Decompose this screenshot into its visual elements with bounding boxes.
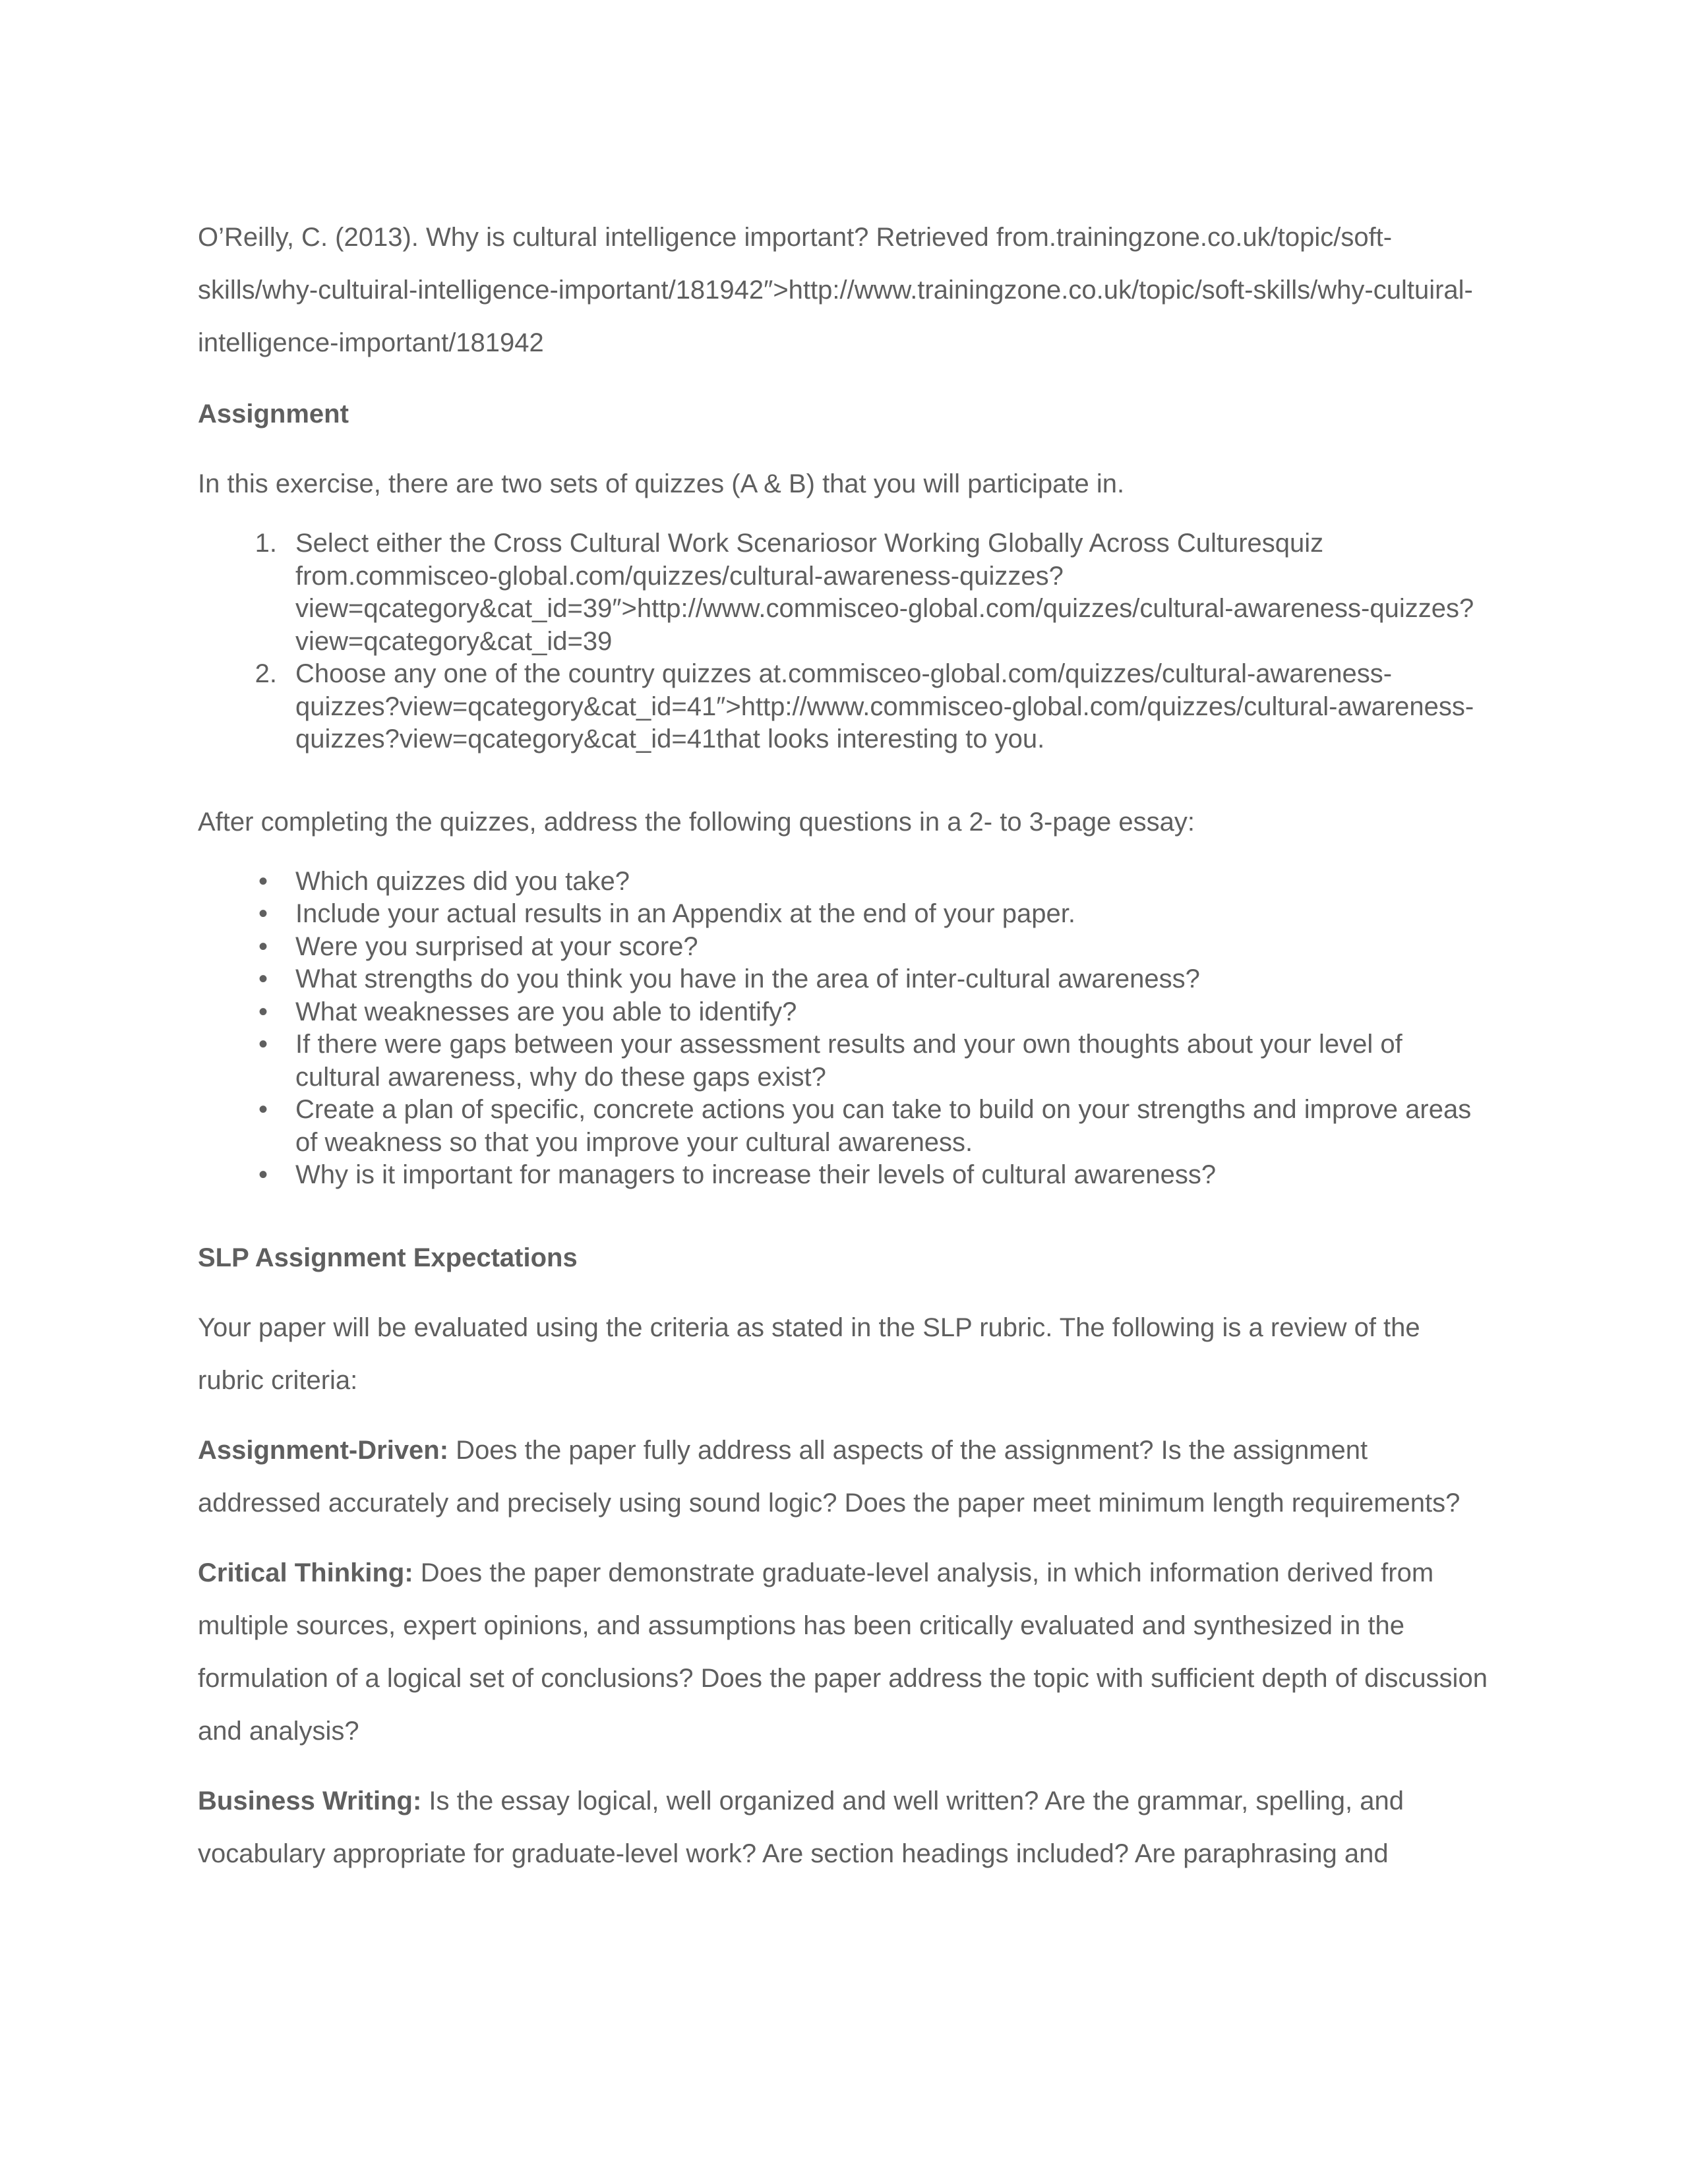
quiz-steps-list [198,527,1490,756]
criterion-text: Does the paper fully address all aspects of the assignment? Is the assignment addressed accurately and precisely using sound logic? Does the paper meet minimum length requirements? [198,1435,1461,1518]
criterion-critical-thinking [198,1547,1490,1757]
bullet-icon: • [258,866,268,896]
list-item [198,527,1490,658]
list-item [198,1028,1490,1094]
question-text: Create a plan of specific, concrete actions you can take to build on your strengths and improve areas of weakness so that you improve your cultural awareness. [295,1095,1472,1157]
bullet-icon: • [258,1030,268,1059]
bullet-icon: • [258,964,268,993]
criterion-label: Business Writing: [198,1786,422,1815]
step-text: Choose any one of the country quizzes at.commisceo-global.com/quizzes/cultural-awareness-quizzes?view=qcategory&cat_id=41″>http://www.commisceo-global.com/quizzes/cultural-awareness-quizzes?view=qcategory&cat_id=41that looks interesting to you. [295,659,1474,753]
criterion-assignment-driven [198,1424,1490,1529]
question-text: Why is it important for managers to increase their levels of cultural awareness? [295,1160,1217,1189]
bullet-icon: • [258,931,268,961]
essay-questions-list [198,866,1490,1192]
bullet-icon: • [258,997,268,1026]
expectations-intro: Your paper will be evaluated using the criteria as stated in the SLP rubric. The following is a review of the rubric criteria: [198,1313,1420,1395]
criterion-text: Does the paper demonstrate graduate-level analysis, in which information derived from multiple sources, expert opinions, and assumptions has been critically evaluated and synthesized in the formulation of a logical set of conclusions? Does the paper address the topic with sufficient depth of discussion and analysis? [198,1558,1488,1746]
after-quizzes-text: After completing the quizzes, address the following questions in a 2- to 3-page essay: [198,807,1195,837]
assignment-intro: In this exercise, there are two sets of quizzes (A & B) that you will participate in. [198,469,1125,498]
list-item [198,931,1490,964]
question-text: What strengths do you think you have in the area of inter-cultural awareness? [295,964,1200,993]
list-item [198,866,1490,899]
list-item [198,658,1490,756]
step-text: Select either the Cross Cultural Work Scenariosor Working Globally Across Culturesquiz from.commisceo-global.com/quizzes/cultural-awareness-quizzes?view=qcategory&cat_id=39″>http://www.commisceo-global.com/quizzes/cultural-awareness-quizzes?view=qcategory&cat_id=39 [295,529,1474,656]
criterion-business-writing [198,1775,1490,1880]
question-text: Were you surprised at your score? [295,931,698,961]
question-text: If there were gaps between your assessment results and your own thoughts about your level of cultural awareness, why do these gaps exist? [295,1030,1402,1092]
criterion-label: Assignment-Driven: [198,1435,449,1465]
reference-citation: O’Reilly, C. (2013). Why is cultural intelligence important? Retrieved from.trainingzone.co.uk/topic/soft-skills/why-cultuiral-intelligence-important/181942″>http://www.trainingzone.co.uk/topic/soft-skills/why-cultuiral-intelligence-important/181942 [198,223,1473,357]
step-number: 2. [255,659,277,688]
question-text: Include your actual results in an Appendix at the end of your paper. [295,899,1076,928]
question-text: What weaknesses are you able to identify? [295,997,797,1026]
document-page [198,211,1490,1880]
list-item [198,1094,1490,1159]
list-item [198,963,1490,996]
bullet-icon: • [258,899,268,928]
criterion-label: Critical Thinking: [198,1558,413,1587]
bullet-icon: • [258,1160,268,1189]
list-item [198,1159,1490,1192]
list-item [198,898,1490,931]
step-number: 1. [255,529,277,558]
assignment-heading: Assignment [198,399,349,428]
question-text: Which quizzes did you take? [295,866,630,896]
criterion-text: Is the essay logical, well organized and well written? Are the grammar, spelling, and vocabulary appropriate for graduate-level work? Are section headings included? Are paraphrasing and [198,1786,1404,1868]
bullet-icon: • [258,1095,268,1124]
expectations-heading: SLP Assignment Expectations [198,1243,578,1272]
list-item [198,996,1490,1029]
